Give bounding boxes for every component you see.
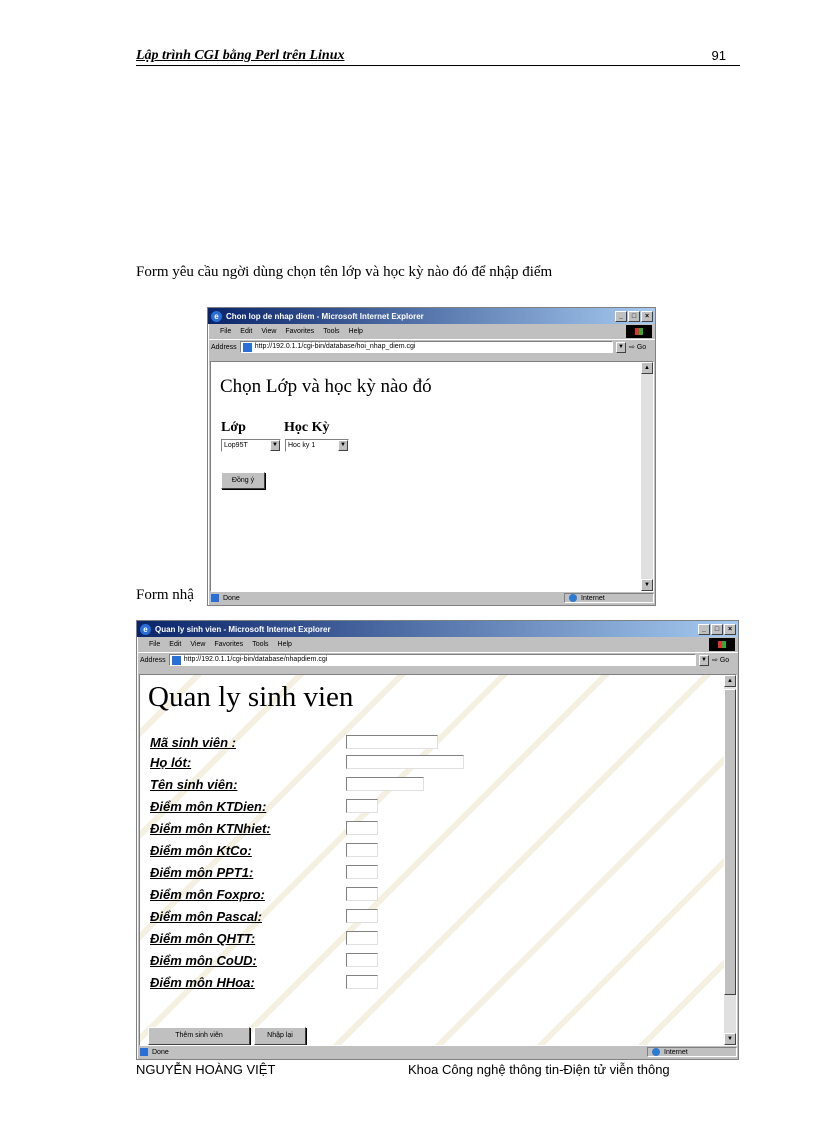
field-label: Điểm môn CoUD: — [150, 953, 257, 968]
ie-icon: e — [140, 624, 151, 635]
field-label: Điểm môn KtCo: — [150, 843, 252, 858]
student-name-input[interactable] — [346, 777, 424, 791]
field-label: Điểm môn HHoa: — [150, 975, 255, 990]
menu-help[interactable]: Help — [277, 641, 292, 648]
reset-button[interactable]: Nhập lại — [254, 1027, 306, 1045]
page-heading: Chọn Lớp và học kỳ nào đó — [220, 376, 432, 397]
address-bar — [137, 652, 738, 667]
status-zone: Internet — [581, 594, 605, 602]
address-label: Address — [140, 656, 166, 664]
score-input[interactable] — [346, 887, 378, 901]
semester-label: Học Kỳ — [284, 420, 330, 435]
chevron-down-icon: ▼ — [270, 440, 280, 451]
menu-favorites[interactable]: Favorites — [285, 328, 315, 335]
go-button[interactable]: ⇨ Go — [712, 657, 730, 664]
maximize-button[interactable]: □ — [711, 624, 723, 635]
status-text: Done — [152, 1048, 169, 1056]
menu-view[interactable]: View — [261, 328, 277, 335]
windows-logo-icon — [709, 638, 735, 651]
globe-icon — [569, 594, 577, 602]
minimize-button[interactable]: _ — [615, 311, 627, 322]
page-icon — [243, 343, 252, 352]
score-input[interactable] — [346, 931, 378, 945]
address-input[interactable] — [169, 654, 696, 666]
close-button[interactable]: × — [641, 311, 653, 322]
menu-bar — [137, 637, 738, 652]
browser-window-select-class — [207, 307, 656, 606]
field-label: Điểm môn PPT1: — [150, 865, 254, 880]
address-bar — [208, 339, 655, 354]
score-input[interactable] — [346, 865, 378, 879]
field-label: Tên sinh viên: — [150, 777, 238, 792]
title-bar — [137, 621, 738, 637]
field-label: Điểm môn Pascal: — [150, 909, 262, 924]
scroll-down-icon[interactable]: ▼ — [641, 579, 653, 591]
page-header — [136, 48, 740, 66]
page-heading: Quan ly sinh vien — [148, 681, 354, 713]
go-label: Go — [636, 344, 647, 351]
scrollbar[interactable] — [724, 675, 736, 1045]
menu-bar — [208, 324, 655, 339]
menu-help[interactable]: Help — [348, 328, 363, 335]
score-input[interactable] — [346, 909, 378, 923]
scroll-up-icon[interactable]: ▲ — [724, 675, 736, 687]
title-bar — [208, 308, 655, 324]
window-title: Chon lop de nhap diem - Microsoft Internet Explorer — [226, 311, 424, 321]
semester-select[interactable] — [285, 439, 349, 452]
address-label: Address — [211, 343, 237, 351]
menu-favorites[interactable]: Favorites — [214, 641, 244, 648]
caption-form-select-class: Form yêu cầu ngời dùng chọn tên lớp và học kỳ nào đó để nhập điểm — [136, 264, 553, 280]
submit-button[interactable]: Đồng ý — [221, 472, 265, 489]
globe-icon — [652, 1048, 660, 1056]
field-label: Điểm môn QHTT: — [150, 931, 256, 946]
footer-author: NGUYỄN HOÀNG VIỆT — [136, 1062, 276, 1077]
field-label: Họ lót: — [150, 755, 192, 770]
menu-edit[interactable]: Edit — [240, 328, 253, 335]
add-student-button[interactable]: Thêm sinh viên — [148, 1027, 250, 1045]
status-zone: Internet — [664, 1048, 688, 1056]
menu-tools[interactable]: Tools — [323, 328, 340, 335]
field-label: Mã sinh viên : — [150, 735, 236, 750]
status-bar — [209, 592, 654, 604]
ie-icon: e — [211, 311, 222, 322]
close-button[interactable]: × — [724, 624, 736, 635]
status-text: Done — [223, 594, 240, 602]
scroll-down-icon[interactable]: ▼ — [724, 1033, 736, 1045]
address-url: http://192.0.1.1/cgi-bin/database/nhapdiem.cgi — [183, 656, 328, 663]
score-input[interactable] — [346, 953, 378, 967]
browser-window-student-management — [136, 620, 739, 1060]
score-input[interactable] — [346, 975, 378, 989]
chevron-down-icon[interactable]: ▼ — [616, 342, 626, 353]
caption-form-enter-grades: Form nhậ — [136, 587, 194, 603]
address-input[interactable] — [240, 341, 613, 353]
middle-name-input[interactable] — [346, 755, 464, 769]
menu-edit[interactable]: Edit — [169, 641, 182, 648]
page-icon — [211, 594, 219, 602]
document-title: Lập trình CGI bằng Perl trên Linux — [136, 48, 345, 63]
status-bar — [138, 1046, 737, 1058]
minimize-button[interactable]: _ — [698, 624, 710, 635]
class-select[interactable] — [221, 439, 281, 452]
score-input[interactable] — [346, 843, 378, 857]
page-content — [210, 361, 654, 592]
chevron-down-icon: ▼ — [338, 440, 348, 451]
window-title: Quan ly sinh vien - Microsoft Internet Explorer — [155, 624, 331, 634]
score-input[interactable] — [346, 799, 378, 813]
menu-tools[interactable]: Tools — [252, 641, 269, 648]
page-content — [139, 674, 737, 1046]
student-id-input[interactable] — [346, 735, 438, 749]
semester-select-value: Hoc ky 1 — [288, 442, 316, 449]
class-select-value: Lop95T — [224, 442, 248, 449]
address-url: http://192.0.1.1/cgi-bin/database/hoi_nhap_diem.cgi — [254, 343, 416, 350]
menu-view[interactable]: View — [190, 641, 206, 648]
field-label: Điểm môn KTDien: — [150, 799, 267, 814]
go-label: Go — [719, 657, 730, 664]
chevron-down-icon[interactable]: ▼ — [699, 655, 709, 666]
page-icon — [172, 656, 181, 665]
field-label: Điểm môn Foxpro: — [150, 887, 265, 902]
page-icon — [140, 1048, 148, 1056]
footer-department: Khoa Công nghệ thông tin-Điện tử viễn thông — [408, 1062, 670, 1077]
page-number: 91 — [711, 48, 726, 63]
go-button[interactable]: ⇨ Go — [629, 344, 647, 351]
field-label: Điểm môn KTNhiet: — [150, 821, 271, 836]
scroll-up-icon[interactable]: ▲ — [641, 362, 653, 374]
class-label: Lớp — [221, 420, 246, 435]
scroll-thumb[interactable] — [724, 689, 736, 995]
menu-file[interactable]: File — [220, 328, 232, 335]
menu-file[interactable]: File — [149, 641, 161, 648]
maximize-button[interactable]: □ — [628, 311, 640, 322]
scrollbar[interactable] — [641, 362, 653, 591]
windows-logo-icon — [626, 325, 652, 338]
score-input[interactable] — [346, 821, 378, 835]
